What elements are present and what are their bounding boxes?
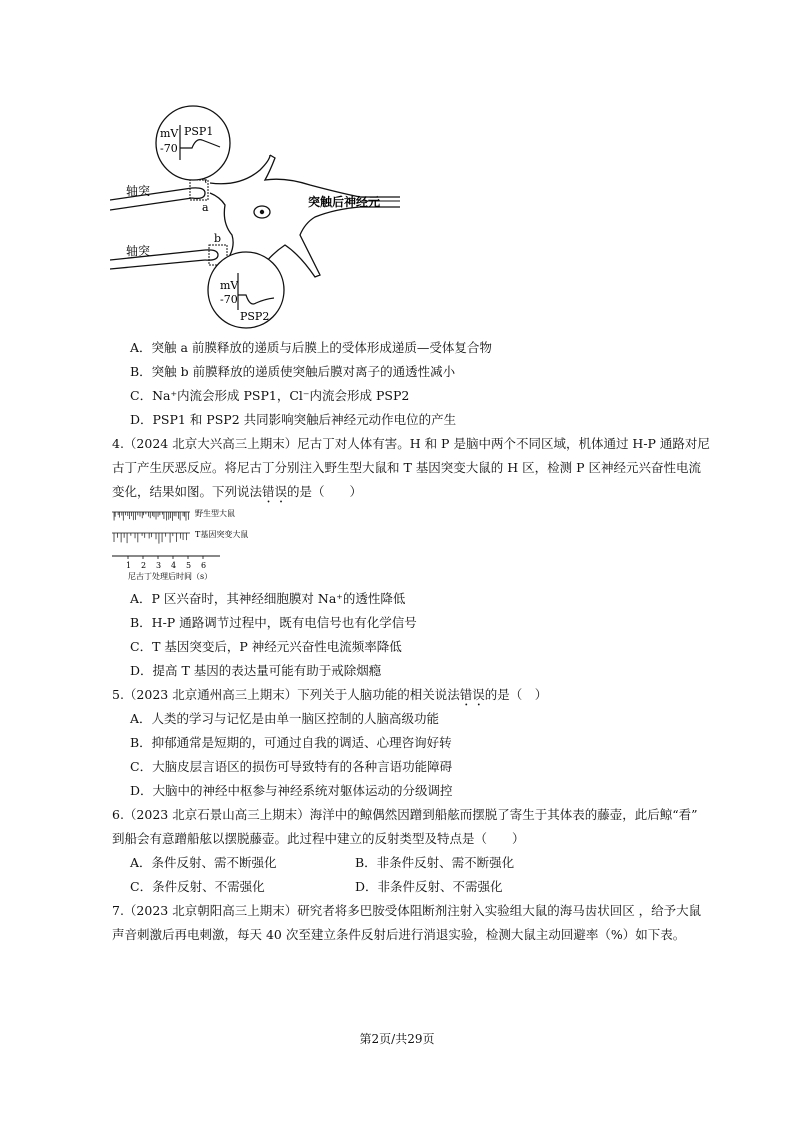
label-a: a bbox=[202, 201, 209, 214]
psp2-label: PSP2 bbox=[240, 310, 270, 323]
q5-option-c: C．大脑皮层言语区的损伤可导致特有的各种言语功能障碍 bbox=[130, 759, 453, 774]
q4-option-a: A．P 区兴奋时，其神经细胞膜对 Na⁺的透性降低 bbox=[130, 591, 406, 606]
axon-label-2: 轴突 bbox=[126, 244, 151, 258]
wild-type-label: 野生型大鼠 bbox=[195, 509, 235, 518]
q3-option-a: A．突触 a 前膜释放的递质与后膜上的受体形成递质—受体复合物 bbox=[130, 340, 492, 355]
q3-option-b: B．突触 b 前膜释放的递质使突触后膜对离子的通透性减小 bbox=[130, 364, 456, 379]
q4-option-b: B．H-P 通路调节过程中，既有电信号也有化学信号 bbox=[130, 615, 417, 630]
axis-tick-label: 3 bbox=[156, 561, 162, 570]
q3-option-c: C．Na⁺内流会形成 PSP1，Cl⁻内流会形成 PSP2 bbox=[130, 388, 410, 403]
wild-type-trace bbox=[112, 512, 190, 521]
q7-stem-line1: 7.（2023 北京朝阳高三上期末）研究者将多巴胺受体阻断剂注射入实验组大鼠的海马齿状回区 ，给予大鼠 bbox=[112, 903, 702, 918]
q4-stem-line1: 4.（2024 北京大兴高三上期末）尼古丁对人体有害。H 和 P 是脑中两个不同区域，机体通过 H-P 通路对尼 bbox=[112, 436, 710, 451]
psp1-minus70: -70 bbox=[160, 142, 178, 155]
q6-option-a: A．条件反射、需不断强化 bbox=[130, 855, 277, 870]
psp1-mv-label: mV bbox=[160, 127, 179, 140]
q5-option-a: A．人类的学习与记忆是由单一脑区控制的人脑高级功能 bbox=[130, 711, 440, 726]
axis-tick-label: 2 bbox=[141, 561, 147, 570]
q6-option-c: C．条件反射、不需强化 bbox=[130, 879, 265, 894]
postsynaptic-label: 突触后神经元 bbox=[308, 195, 381, 209]
q4-option-d: D．提高 T 基因的表达量可能有助于戒除烟瘾 bbox=[130, 663, 382, 678]
mutant-label: T基因突变大鼠 bbox=[195, 530, 249, 539]
psp1-label: PSP1 bbox=[184, 125, 214, 138]
q5-option-b: B．抑郁通常是短期的，可通过自我的调适、心理咨询好转 bbox=[130, 735, 452, 750]
q6-stem-line2: 到船会有意蹭船舷以摆脱藤壶。此过程中建立的反射类型及特点是（ ） bbox=[112, 831, 525, 846]
q7-stem-line2: 声音刺激后再电刺激，每天 40 次至建立条件反射后进行消退实验，检测大鼠主动回避率（%）如下表。 bbox=[112, 927, 686, 942]
q6-option-b: B．非条件反射、需不断强化 bbox=[355, 855, 515, 870]
axis-tick-label: 6 bbox=[201, 561, 207, 570]
psp2-minus70: -70 bbox=[220, 293, 238, 306]
axis-tick-label: 4 bbox=[171, 561, 177, 570]
time-axis-label: 尼古丁处理后时间（s） bbox=[128, 572, 213, 581]
current-trace-figure bbox=[110, 505, 290, 585]
axon-label-1: 轴突 bbox=[126, 184, 151, 198]
q6-option-d: D．非条件反射、不需强化 bbox=[355, 879, 503, 894]
synapse-diagram bbox=[110, 105, 400, 330]
q4-stem-line3: 变化，结果如图。下列说法错误的是（ ） bbox=[112, 484, 363, 499]
q5-option-d: D．大脑中的神经中枢参与神经系统对躯体运动的分级调控 bbox=[130, 783, 453, 798]
axis-tick-label: 5 bbox=[186, 561, 192, 570]
q3-option-d: D．PSP1 和 PSP2 共同影响突触后神经元动作电位的产生 bbox=[130, 412, 457, 427]
mutant-trace bbox=[112, 533, 190, 544]
psp2-mv-label: mV bbox=[220, 279, 239, 292]
q5-stem: 5.（2023 北京通州高三上期末）下列关于人脑功能的相关说法错误的是（ ） bbox=[112, 687, 548, 702]
q4-option-c: C．T 基因突变后，P 神经元兴奋性电流频率降低 bbox=[130, 639, 402, 654]
label-b: b bbox=[214, 232, 222, 245]
q6-stem-line1: 6.（2023 北京石景山高三上期末）海洋中的鲸偶然因蹭到船舷而摆脱了寄生于其体表的藤壶，此后鲸“看” bbox=[112, 807, 698, 822]
q4-stem-line2: 古丁产生厌恶反应。将尼古丁分别注入野生型大鼠和 T 基因突变大鼠的 H 区，检测 P 区神经元兴奋性电流 bbox=[112, 460, 701, 475]
page-number: 第2页/共29页 bbox=[359, 1032, 435, 1046]
axis-tick-label: 1 bbox=[126, 561, 132, 570]
